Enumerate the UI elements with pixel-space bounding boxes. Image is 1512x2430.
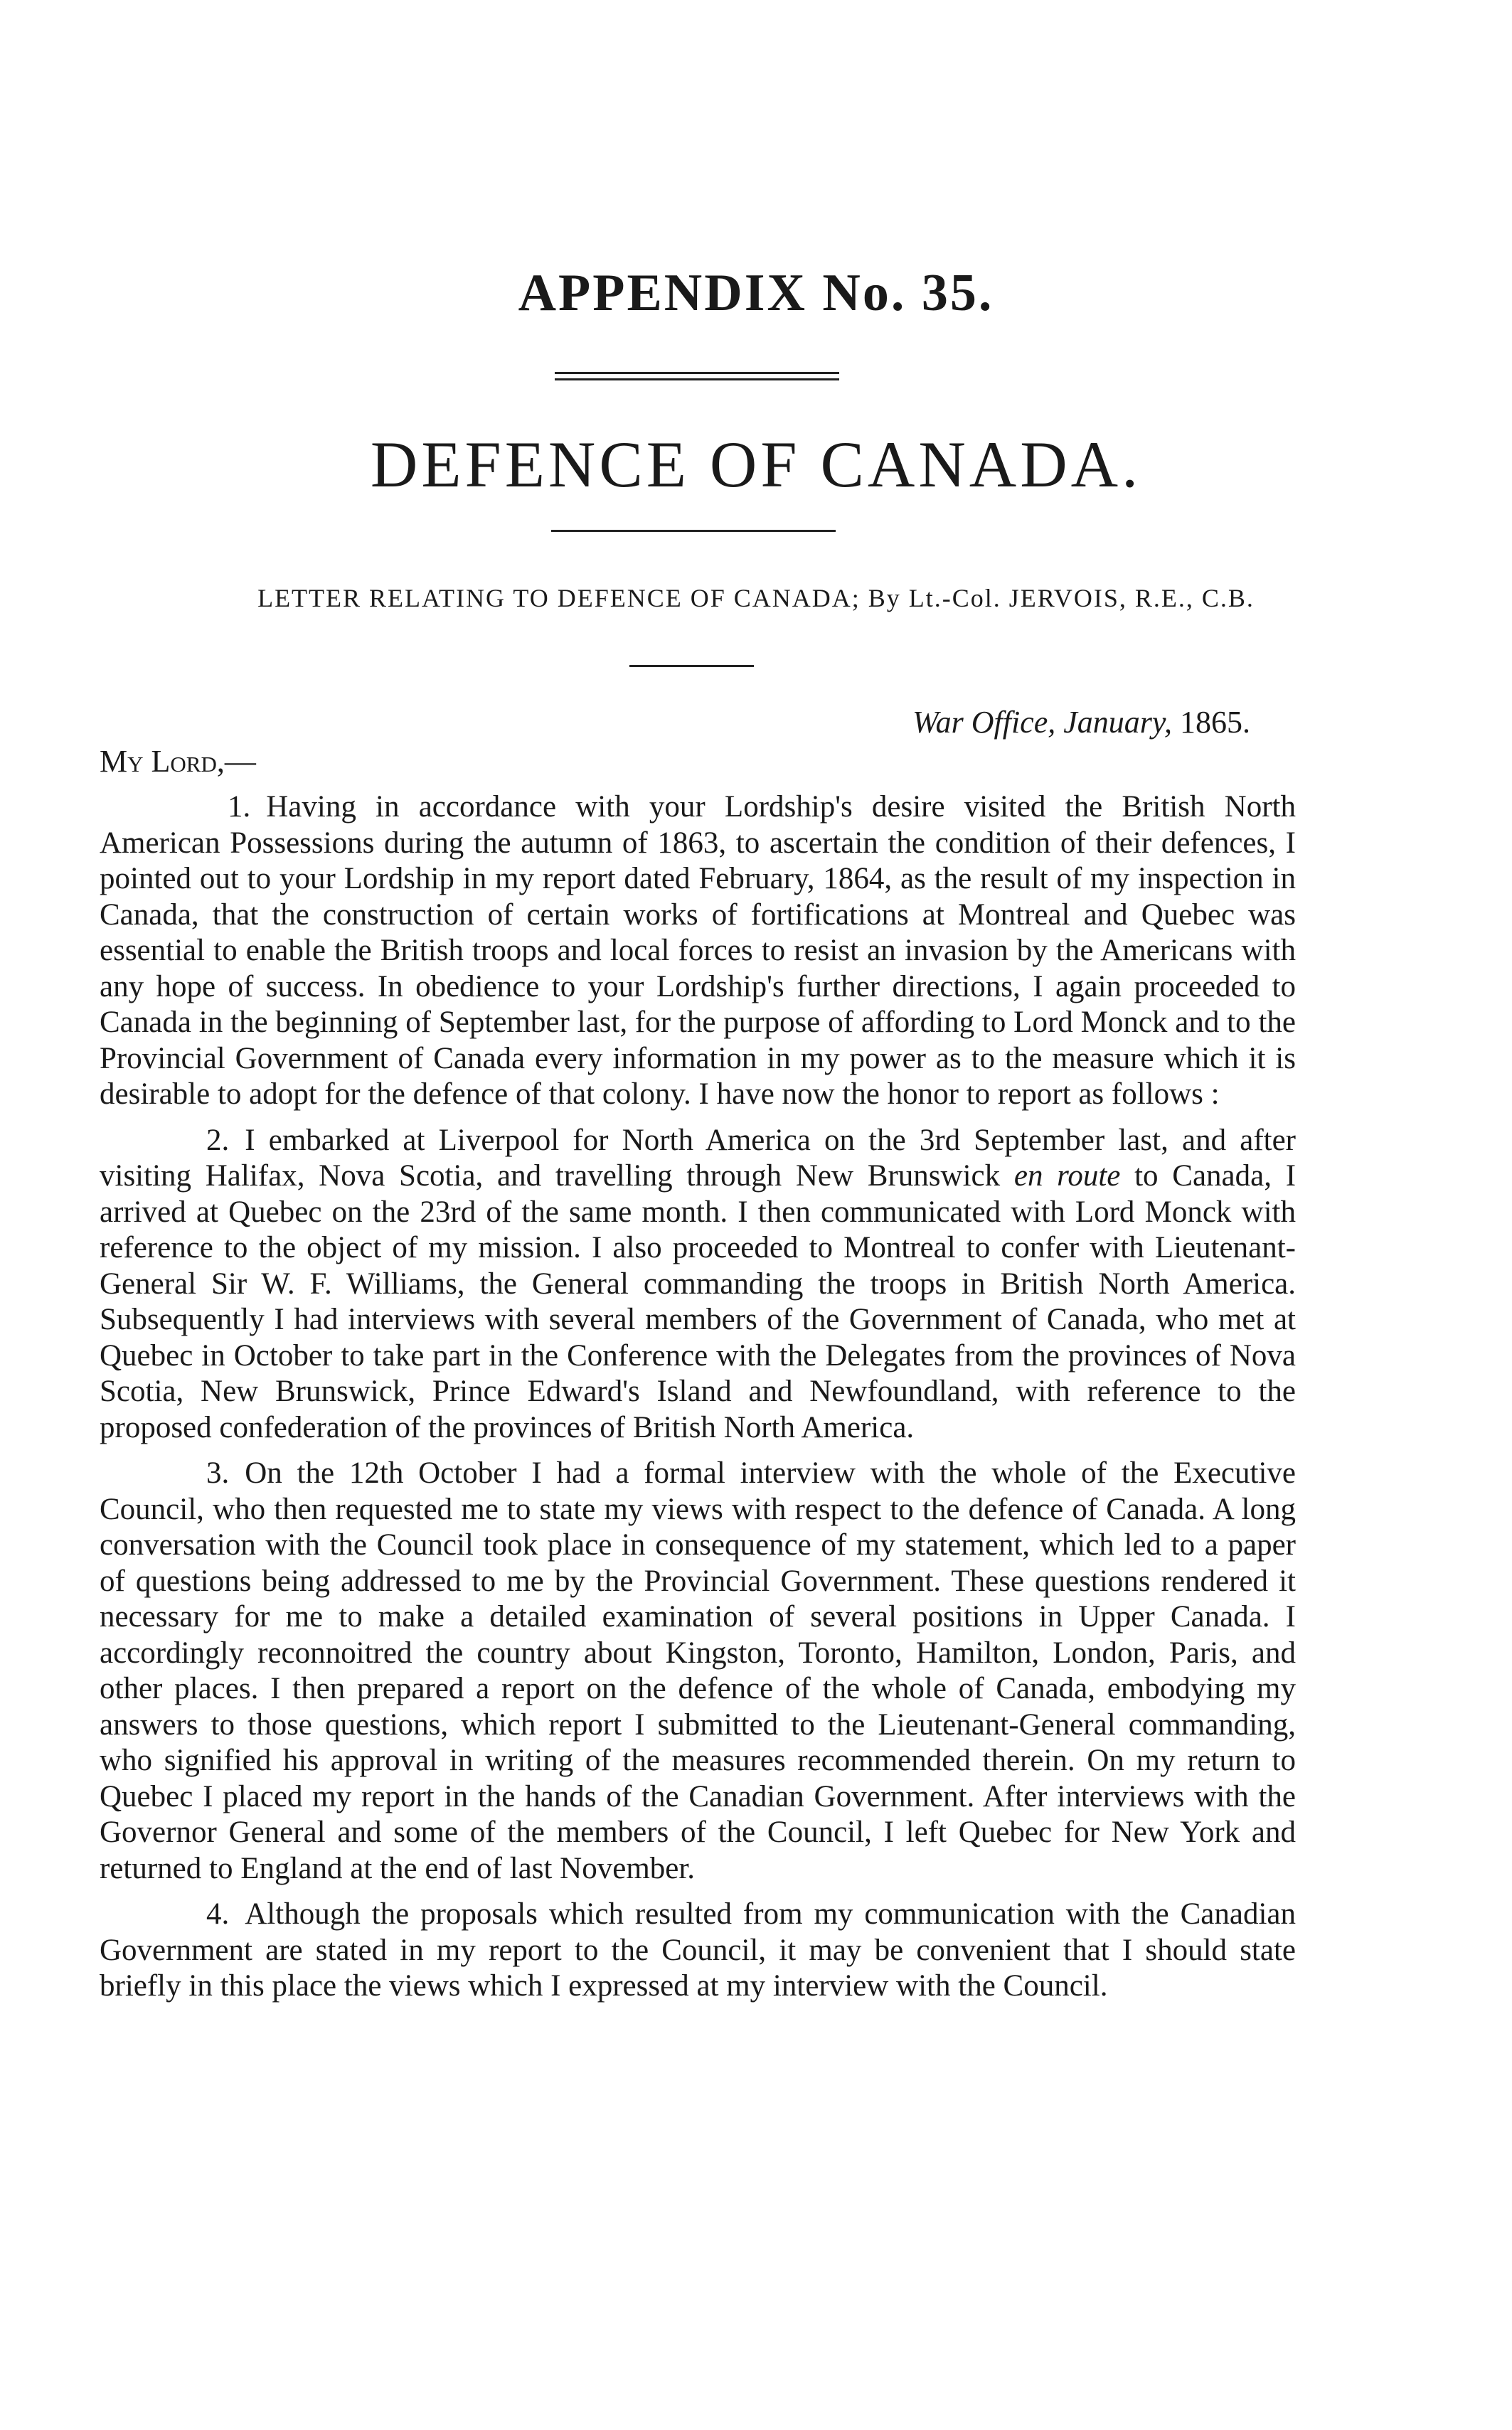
paragraph-text: Although the proposals which resulted from my communication with the Canadian Government are stated in my report to the Council, it may be convenient that I should state briefly in this place the views which I expressed at my interview with the Council.: [100, 1897, 1296, 2003]
paragraph-2: [100, 1123, 1296, 1446]
paragraph-4: [100, 1897, 1296, 2005]
paragraph-3: [100, 1456, 1296, 1887]
paragraph-number: 3.: [206, 1456, 230, 1490]
letter-body: [100, 789, 1296, 2015]
paragraph-text: Having in accordance with your Lordship's desire visited the British North American Possessions during the autumn of 1863, to ascertain the condition of their defences, I pointed out to your Lordship in my report dated February, 1864, as the result of my inspection in Canada, that the construction of certain works of fortifications at Montreal and Quebec was essential to enable the British troops and local forces to resist an invasion by the Americans with any hope of success. In obedience to your Lordship's further directions, I again proceeded to Canada in the beginning of September last, for the purpose of affording to Lord Monck and to the Provincial Government of Canada every information in my power as to the measure which it is desirable to adopt for the defence of that colony. I have now the honor to report as follows :: [100, 790, 1296, 1111]
paragraph-number: 1.: [228, 790, 251, 824]
subtitle-rule: [629, 665, 754, 667]
dateline: [912, 704, 1250, 740]
paragraph-text: to Canada, I arrived at Quebec on the 23rd of the same month. I then communicated with Lord Monck with reference to the object of my mission. I also proceeded to Montreal to confer with Lieutenant-General Sir W. F. Williams, the General commanding the troops in British North America. Subsequently I had interviews with several members of the Government of Canada, who met at Quebec in October to take part in the Conference with the Delegates from the provinces of Nova Scotia, New Brunswick, Prince Edward's Island and Newfoundland, with reference to the proposed confederation of the provinces of British North America.: [100, 1159, 1297, 1444]
paragraph-text: I embarked at Liverpool for North America on the 3rd September last, and after visiting Halifax, Nova Scotia, and travelling through New Brunswick: [100, 1123, 1296, 1193]
letter-subtitle: LETTER RELATING TO DEFENCE OF CANADA; By Lt.-Col. JERVOIS, R.E., C.B.: [257, 584, 1255, 612]
salutation: My Lord,—: [100, 744, 256, 779]
appendix-heading: APPENDIX No. 35.: [518, 264, 994, 322]
paragraph-italic-phrase: en route: [1013, 1159, 1121, 1193]
paragraph-number: 4.: [206, 1897, 230, 1931]
dateline-year: 1865.: [1180, 705, 1250, 740]
document-title: DEFENCE OF CANADA.: [370, 428, 1142, 501]
paragraph-number: 2.: [206, 1123, 230, 1157]
paragraph-text: On the 12th October I had a formal interview with the whole of the Executive Council, who then requested me to state my views with respect to the defence of Canada. A long conversation with the Council took place in consequence of my statement, which led to a paper of questions being addressed to me by the Provincial Government. These questions rendered it necessary for me to make a detailed examination of several positions in Upper Canada. I accordingly reconnoitred the country about Kingston, Toronto, Hamilton, London, Paris, and other places. I then prepared a report on the defence of the whole of Canada, embodying my answers to those questions, which report I submitted to the Lieutenant-General commanding, who signified his approval in writing of the measures recommended therein. On my return to Quebec I placed my report in the hands of the Canadian Government. After interviews with the Governor General and some of the members of the Council, I left Quebec for New York and returned to England at the end of last November.: [100, 1456, 1296, 1885]
paragraph-1: [100, 789, 1296, 1113]
double-rule: [555, 372, 839, 380]
title-rule: [551, 530, 836, 532]
dateline-place: War Office, January,: [912, 705, 1172, 740]
